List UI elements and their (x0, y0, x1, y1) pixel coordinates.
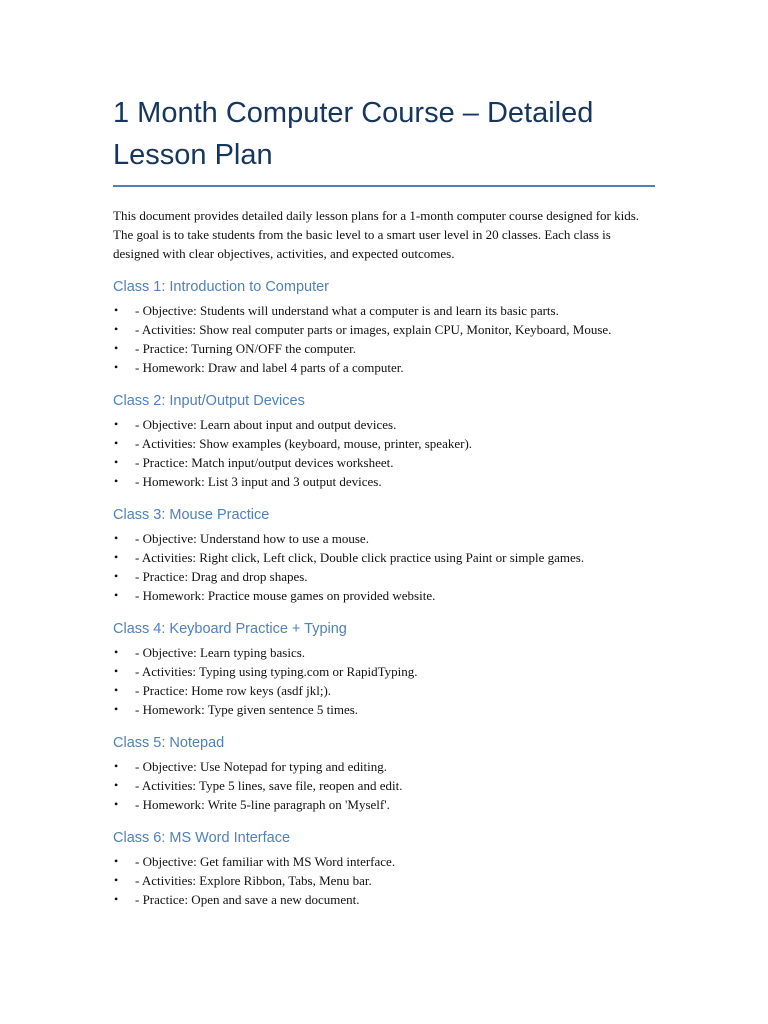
bullet-icon: • (114, 645, 119, 659)
list-item (113, 529, 655, 548)
bullet-list (113, 643, 655, 719)
bullet-icon: • (114, 664, 119, 678)
document-title: 1 Month Computer Course – Detailed Lesson Plan (113, 92, 655, 187)
list-item (113, 662, 655, 681)
list-item-text: - Objective: Understand how to use a mouse. (135, 531, 369, 546)
bullet-list (113, 529, 655, 605)
list-item (113, 795, 655, 814)
section-heading: Class 3: Mouse Practice (113, 507, 270, 523)
bullet-icon: • (114, 873, 119, 887)
list-item (113, 852, 655, 871)
section-heading: Class 4: Keyboard Practice + Typing (113, 621, 347, 637)
list-item (113, 871, 655, 890)
section-heading: Class 6: MS Word Interface (113, 830, 291, 846)
list-item-text: - Activities: Explore Ribbon, Tabs, Menu bar. (135, 873, 372, 888)
bullet-icon: • (114, 322, 119, 336)
bullet-icon: • (114, 892, 119, 906)
list-item-text: - Activities: Show examples (keyboard, mouse, printer, speaker). (135, 436, 473, 451)
bullet-list (113, 852, 655, 909)
list-item-text: - Activities: Right click, Left click, Double click practice using Paint or simple games. (135, 550, 585, 565)
list-item-text: - Practice: Drag and drop shapes. (135, 569, 308, 584)
list-item-text: - Practice: Match input/output devices worksheet. (135, 455, 394, 470)
list-item-text: - Homework: Practice mouse games on provided website. (135, 588, 436, 603)
list-item (113, 415, 655, 434)
bullet-icon: • (114, 436, 119, 450)
bullet-icon: • (114, 569, 119, 583)
list-item (113, 434, 655, 453)
bullet-icon: • (114, 778, 119, 792)
bullet-list (113, 757, 655, 814)
list-item (113, 320, 655, 339)
list-item-text: - Homework: Draw and label 4 parts of a computer. (135, 360, 404, 375)
list-item-text: - Homework: Type given sentence 5 times. (135, 702, 359, 717)
bullet-icon: • (114, 531, 119, 545)
list-item-text: - Objective: Learn typing basics. (135, 645, 306, 660)
list-item (113, 890, 655, 909)
section-heading: Class 2: Input/Output Devices (113, 393, 305, 409)
list-item-text: - Activities: Type 5 lines, save file, reopen and edit. (135, 778, 403, 793)
lesson-sections (113, 277, 655, 909)
list-item-text: - Objective: Students will understand what a computer is and learn its basic parts. (135, 303, 559, 318)
bullet-list (113, 415, 655, 491)
lesson-section (113, 505, 655, 605)
bullet-icon: • (114, 474, 119, 488)
document-page (113, 92, 655, 909)
bullet-icon: • (114, 702, 119, 716)
list-item (113, 700, 655, 719)
list-item (113, 567, 655, 586)
bullet-icon: • (114, 417, 119, 431)
section-heading: Class 5: Notepad (113, 735, 225, 751)
list-item (113, 757, 655, 776)
lesson-section (113, 277, 655, 377)
list-item-text: - Objective: Use Notepad for typing and editing. (135, 759, 387, 774)
list-item (113, 358, 655, 377)
lesson-section (113, 619, 655, 719)
bullet-icon: • (114, 797, 119, 811)
list-item-text: - Activities: Typing using typing.com or RapidTyping. (135, 664, 418, 679)
list-item-text: - Objective: Get familiar with MS Word interface. (135, 854, 396, 869)
list-item-text: - Objective: Learn about input and output devices. (135, 417, 397, 432)
intro-paragraph: This document provides detailed daily lesson plans for a 1-month computer course designed for kids. The goal is to take students from the basic level to a smart user level in 20 classes. Each class is designed with clear objectives, activities, and expected outcomes. (113, 208, 640, 261)
list-item (113, 453, 655, 472)
bullet-list (113, 301, 655, 377)
bullet-icon: • (114, 303, 119, 317)
lesson-section (113, 733, 655, 814)
section-heading: Class 1: Introduction to Computer (113, 279, 329, 295)
list-item-text: - Activities: Show real computer parts or images, explain CPU, Monitor, Keyboard, Mouse. (135, 322, 612, 337)
bullet-icon: • (114, 683, 119, 697)
list-item (113, 643, 655, 662)
list-item-text: - Homework: Write 5-line paragraph on 'Myself'. (135, 797, 390, 812)
list-item (113, 586, 655, 605)
bullet-icon: • (114, 360, 119, 374)
list-item-text: - Practice: Home row keys (asdf jkl;). (135, 683, 332, 698)
list-item (113, 548, 655, 567)
list-item-text: - Practice: Open and save a new document. (135, 892, 360, 907)
list-item (113, 472, 655, 491)
bullet-icon: • (114, 550, 119, 564)
list-item (113, 339, 655, 358)
lesson-section (113, 391, 655, 491)
list-item (113, 681, 655, 700)
bullet-icon: • (114, 341, 119, 355)
bullet-icon: • (114, 759, 119, 773)
bullet-icon: • (114, 854, 119, 868)
bullet-icon: • (114, 588, 119, 602)
list-item-text: - Homework: List 3 input and 3 output devices. (135, 474, 382, 489)
list-item (113, 301, 655, 320)
bullet-icon: • (114, 455, 119, 469)
lesson-section (113, 828, 655, 909)
list-item (113, 776, 655, 795)
list-item-text: - Practice: Turning ON/OFF the computer. (135, 341, 356, 356)
